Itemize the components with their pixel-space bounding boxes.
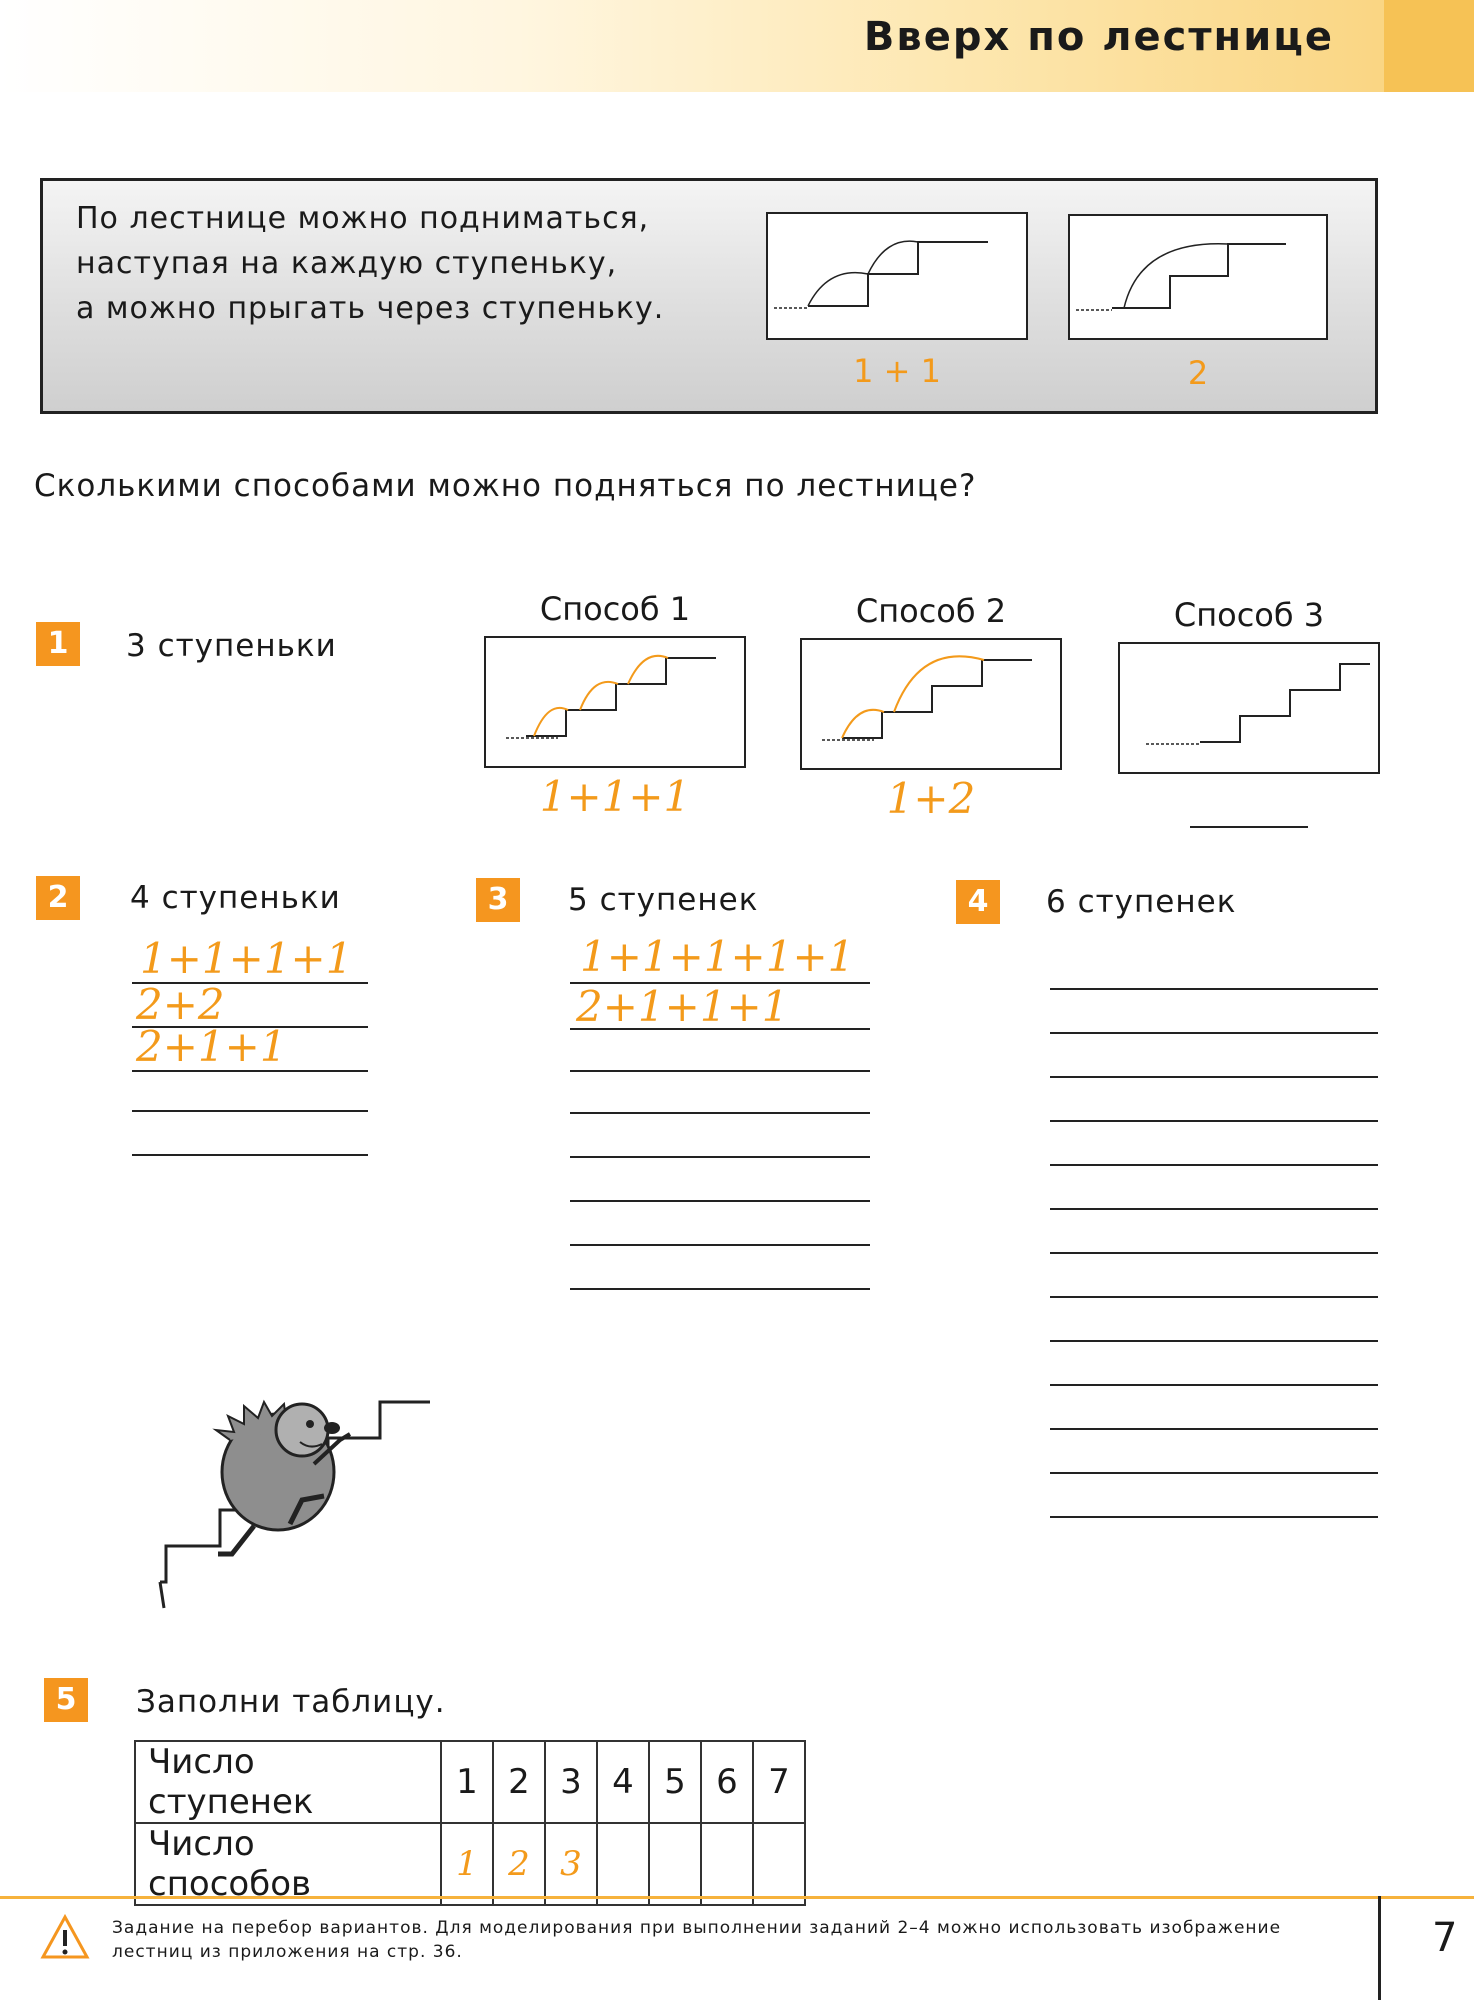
count-table-wrapper <box>134 1740 806 1906</box>
task3-line-8[interactable] <box>570 1288 870 1290</box>
example2-caption: 2 <box>1187 354 1209 392</box>
stairs-example-steps <box>766 212 1028 340</box>
rule-line: По лестнице можно подниматься, <box>76 201 650 236</box>
task4-line-13[interactable] <box>1050 1516 1378 1518</box>
ways-cell-3[interactable]: 3 <box>545 1823 597 1905</box>
task4-line-7[interactable] <box>1050 1252 1378 1254</box>
task2-answer-3[interactable]: 2+1+1 <box>136 1022 287 1071</box>
hedgehog-icon <box>150 1360 440 1620</box>
hedgehog-illustration <box>150 1360 440 1620</box>
rule-text <box>76 196 716 331</box>
task-number-2: 2 <box>36 876 80 920</box>
example1-caption: 1 + 1 <box>853 352 941 390</box>
way3-title: Способ 3 <box>1173 596 1325 634</box>
steps-cell-4: 4 <box>597 1741 649 1823</box>
task4-line-4[interactable] <box>1050 1120 1378 1122</box>
steps-cell-2: 2 <box>493 1741 545 1823</box>
main-question: Сколькими способами можно подняться по лестнице? <box>34 468 977 504</box>
task-number-4: 4 <box>956 880 1000 924</box>
count-table <box>134 1740 806 1906</box>
stairs-steps-icon <box>768 214 1026 338</box>
task2-line-5[interactable] <box>132 1154 368 1156</box>
way1-title: Способ 1 <box>539 590 691 628</box>
steps-cell-5: 5 <box>649 1741 701 1823</box>
task3-line-2[interactable] <box>570 1028 870 1030</box>
task5-label: Заполни таблицу. <box>136 1684 446 1720</box>
ways-cell-5[interactable] <box>649 1823 701 1905</box>
stairs-way2-icon <box>802 640 1060 768</box>
stairs-way3-icon <box>1120 644 1378 772</box>
stairs-jump-icon <box>1070 216 1326 338</box>
ways-cell-4[interactable] <box>597 1823 649 1905</box>
ways-cell-1[interactable]: 1 <box>441 1823 493 1905</box>
task4-line-10[interactable] <box>1050 1384 1378 1386</box>
table-row-steps <box>135 1741 805 1823</box>
way1-diagram <box>484 636 746 768</box>
task4-label: 6 ступенек <box>1046 884 1237 920</box>
task-number-5: 5 <box>44 1678 88 1722</box>
task4-line-2[interactable] <box>1050 1032 1378 1034</box>
footer-note: Задание на перебор вариантов. Для моделирования при выполнении заданий 2–4 можно использовать изображение лестниц из приложения на стр. 36. <box>112 1918 1282 1962</box>
way2-diagram <box>800 638 1062 770</box>
task3-line-7[interactable] <box>570 1244 870 1246</box>
stairs-example-jump <box>1068 214 1328 340</box>
table-row-ways <box>135 1823 805 1905</box>
way3-answer-line[interactable] <box>1190 826 1308 828</box>
corner-tab <box>1384 0 1474 92</box>
way1-answer: 1+1+1 <box>539 772 691 821</box>
page-number-divider <box>1378 1896 1381 2000</box>
task-number-3: 3 <box>476 878 520 922</box>
task4-line-11[interactable] <box>1050 1428 1378 1430</box>
task3-answer-2[interactable]: 2+1+1+1 <box>576 982 789 1031</box>
rule-line: а можно прыгать через ступеньку. <box>76 291 665 326</box>
task3-line-3[interactable] <box>570 1070 870 1072</box>
task2-answer-1[interactable]: 1+1+1+1 <box>140 934 353 983</box>
ways-cell-7[interactable] <box>753 1823 805 1905</box>
task-number-1: 1 <box>36 622 80 666</box>
task4-line-5[interactable] <box>1050 1164 1378 1166</box>
way3-diagram <box>1118 642 1380 774</box>
task3-line-5[interactable] <box>570 1156 870 1158</box>
way2-answer: 1+2 <box>886 774 976 823</box>
task4-line-1[interactable] <box>1050 988 1378 990</box>
task4-line-8[interactable] <box>1050 1296 1378 1298</box>
task4-line-12[interactable] <box>1050 1472 1378 1474</box>
way2-title: Способ 2 <box>855 592 1007 630</box>
page-title: Вверх по лестнице <box>863 14 1334 60</box>
steps-cell-1: 1 <box>441 1741 493 1823</box>
task3-label: 5 ступенек <box>568 882 759 918</box>
page-number: 7 <box>1432 1915 1458 1961</box>
task4-line-9[interactable] <box>1050 1340 1378 1342</box>
steps-cell-6: 6 <box>701 1741 753 1823</box>
task2-line-3[interactable] <box>132 1070 368 1072</box>
task2-line-4[interactable] <box>132 1110 368 1112</box>
task3-answer-1[interactable]: 1+1+1+1+1 <box>580 932 855 981</box>
task4-line-3[interactable] <box>1050 1076 1378 1078</box>
row-header-ways: Число способов <box>135 1823 441 1905</box>
ways-cell-6[interactable] <box>701 1823 753 1905</box>
stairs-way1-icon <box>486 638 744 766</box>
task2-answer-2[interactable]: 2+2 <box>136 980 225 1029</box>
task3-line-6[interactable] <box>570 1200 870 1202</box>
task3-line-4[interactable] <box>570 1112 870 1114</box>
task2-label: 4 ступеньки <box>130 880 341 916</box>
rule-line: наступая на каждую ступеньку, <box>76 246 618 281</box>
steps-cell-3: 3 <box>545 1741 597 1823</box>
warning-icon <box>40 1914 90 1960</box>
footer-divider <box>0 1896 1474 1899</box>
ways-cell-2[interactable]: 2 <box>493 1823 545 1905</box>
steps-cell-7: 7 <box>753 1741 805 1823</box>
task4-line-6[interactable] <box>1050 1208 1378 1210</box>
task1-label: 3 ступеньки <box>126 628 337 664</box>
row-header-steps: Число ступенек <box>135 1741 441 1823</box>
